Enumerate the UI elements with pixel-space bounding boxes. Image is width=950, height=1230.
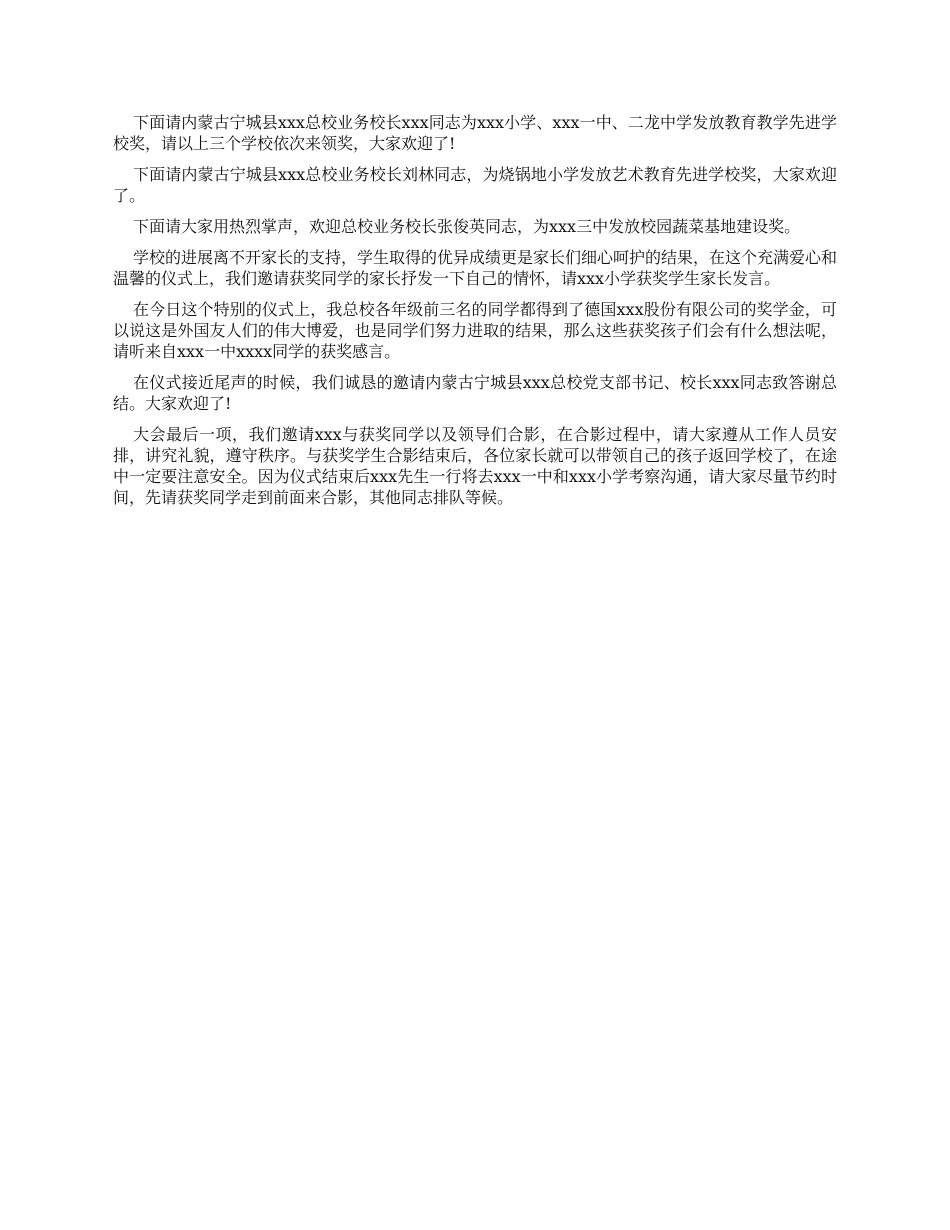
paragraph-1: 下面请内蒙古宁城县xxx总校业务校长xxx同志为xxx小学、xxx一中、二龙中学发放教育教学先进学校奖，请以上三个学校依次来领奖，大家欢迎了! (113, 113, 837, 153)
paragraph-4: 学校的进展离不开家长的支持，学生取得的优异成绩更是家长们细心呵护的结果，在这个充满爱心和温馨的仪式上，我们邀请获奖同学的家长抒发一下自己的情怀，请xxx小学获奖学生家长发言。 (113, 248, 838, 288)
document-body (113, 112, 837, 518)
paragraph-3: 下面请大家用热烈掌声，欢迎总校业务校长张俊英同志，为xxx三中发放校园蔬菜基地建设奖。 (133, 217, 801, 236)
paragraph-7: 大会最后一项，我们邀请xxx与获奖同学以及领导们合影，在合影过程中，请大家遵从工作人员安排，讲究礼貌，遵守秩序。与获奖学生合影结束后，各位家长就可以带领自己的孩子返回学校了，在途中一定要注意安全。因为仪式结束后xxx先生一行将去xxx一中和xxx小学考察沟通，请大家尽量节约时间，先请获奖同学走到前面来合影，其他同志排队等候。 (113, 425, 837, 507)
paragraph-5: 在今日这个特别的仪式上，我总校各年级前三名的同学都得到了德国xxx股份有限公司的奖学金，可以说这是外国友人们的伟大博爱，也是同学们努力进取的结果，那么这些获奖孩子们会有什么想法呢，请听来自xxx一中xxxx同学的获奖感言。 (113, 300, 837, 361)
paragraph-6: 在仪式接近尾声的时候，我们诚恳的邀请内蒙古宁城县xxx总校党支部书记、校长xxx同志致答谢总结。大家欢迎了! (113, 373, 837, 413)
paragraph-2: 下面请内蒙古宁城县xxx总校业务校长刘林同志，为烧锅地小学发放艺术教育先进学校奖，大家欢迎了。 (113, 165, 837, 205)
